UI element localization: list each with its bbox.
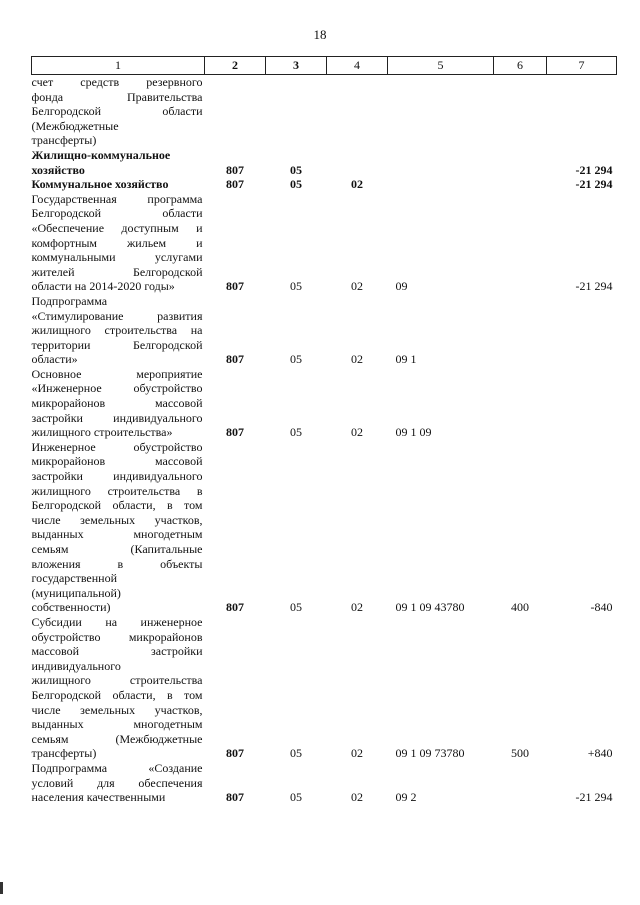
description-line: собственности) xyxy=(31,600,111,615)
col-6-type: 400 xyxy=(511,600,529,615)
row-description xyxy=(32,367,205,440)
col-3-section: 05 xyxy=(290,279,302,294)
col-5-target: 09 1 xyxy=(395,352,417,367)
col-7-amount xyxy=(547,294,617,367)
header-row xyxy=(32,57,617,75)
col-7-amount xyxy=(547,367,617,440)
row-description xyxy=(32,294,205,367)
col-3-section: 05 xyxy=(290,162,302,177)
description-line: выданных многодетным xyxy=(31,717,203,732)
description-line: хозяйство xyxy=(31,162,85,177)
description-line: Государственная программа xyxy=(31,191,203,206)
page-number: 18 xyxy=(313,27,327,42)
row-description xyxy=(32,148,205,177)
scan-edge-mark xyxy=(0,882,3,894)
description-line: населения качественными xyxy=(31,790,166,805)
description-line: фонда Правительства xyxy=(31,89,203,104)
description-line: коммунальными услугами xyxy=(31,250,203,265)
col-3-section: 05 xyxy=(290,177,302,192)
col-7-amount: -21 294 xyxy=(575,790,613,805)
budget-table xyxy=(31,56,617,805)
row-description xyxy=(32,192,205,294)
description-line: Белгородской области xyxy=(31,206,203,221)
description-line: «Обеспечение доступным и xyxy=(31,220,203,235)
col-6-type: 500 xyxy=(511,746,529,761)
description-line: микрорайонов массовой xyxy=(31,454,203,469)
row-description xyxy=(32,615,205,761)
col-5-target: 09 2 xyxy=(395,790,417,805)
table-row xyxy=(32,177,617,192)
table-row xyxy=(32,192,617,294)
row-description xyxy=(32,75,205,148)
description-line: вложения в объекты xyxy=(31,556,203,571)
col-2-code: 807 xyxy=(226,425,244,440)
description-line: микрорайонов массовой xyxy=(31,396,203,411)
col-4-subsection: 02 xyxy=(351,352,363,367)
description-line: Белгородской области xyxy=(31,104,203,119)
col-3-section: 05 xyxy=(290,790,302,805)
table-row xyxy=(32,294,617,367)
description-line: территории Белгородской xyxy=(31,337,203,352)
description-line: области на 2014-2020 годы» xyxy=(31,279,175,294)
header-col-3: 3 xyxy=(266,57,327,75)
description-line: области» xyxy=(31,352,78,367)
table-row xyxy=(32,615,617,761)
col-7-amount: -21 294 xyxy=(575,162,613,177)
col-6-type xyxy=(494,761,547,805)
description-line: семьям (Капитальные xyxy=(31,542,203,556)
col-5-target xyxy=(388,75,494,148)
col-6-type xyxy=(494,177,547,192)
description-line: «Инженерное обустройство xyxy=(31,381,203,396)
col-7-amount: -21 294 xyxy=(575,177,613,192)
table-row xyxy=(32,367,617,440)
table-row xyxy=(32,440,617,615)
description-line: индивидуального xyxy=(31,658,121,673)
col-2-code: 807 xyxy=(226,279,244,294)
col-2-code: 807 xyxy=(226,352,244,367)
description-line: (муниципальной) xyxy=(31,585,121,600)
description-line: жилищного строительства» xyxy=(31,425,173,440)
description-line: семьям (Межбюджетные xyxy=(31,731,203,746)
description-line: Подпрограмма «Создание xyxy=(31,760,203,775)
col-4-subsection: 02 xyxy=(351,600,363,615)
description-line: Жилищно-коммунальное xyxy=(31,147,171,162)
col-7-amount: -21 294 xyxy=(575,279,613,294)
description-line: счет средств резервного xyxy=(31,75,203,89)
budget-table-container xyxy=(31,56,616,805)
description-line: Белгородской области, в том xyxy=(31,687,203,702)
description-line: Инженерное обустройство xyxy=(31,439,203,454)
description-line: государственной xyxy=(31,571,118,586)
col-3-section: 05 xyxy=(290,600,302,615)
description-line: жителей Белгородской xyxy=(31,264,203,279)
description-line: числе земельных участков, xyxy=(31,702,203,717)
table-row xyxy=(32,761,617,805)
description-line: трансферты) xyxy=(31,133,97,148)
header-col-6: 6 xyxy=(494,57,547,75)
table-row xyxy=(32,75,617,148)
col-7-amount: +840 xyxy=(587,746,613,761)
description-line: комфортным жильем и xyxy=(31,235,203,250)
col-4-subsection: 02 xyxy=(351,279,363,294)
col-3-section: 05 xyxy=(290,746,302,761)
description-line: Коммунальное хозяйство xyxy=(31,177,169,192)
description-line: Белгородской области, в том xyxy=(31,498,203,513)
col-2-code xyxy=(205,75,266,148)
col-3-section: 05 xyxy=(290,425,302,440)
col-6-type xyxy=(494,75,547,148)
header-col-7: 7 xyxy=(547,57,617,75)
description-line: Основное мероприятие xyxy=(31,366,203,381)
description-line: обустройство микрорайонов xyxy=(31,629,203,644)
header-col-2: 2 xyxy=(205,57,266,75)
col-5-target: 09 xyxy=(395,279,408,294)
description-line: жилищного строительства xyxy=(31,673,203,688)
description-line: Субсидии на инженерное xyxy=(31,614,203,629)
description-line: застройки индивидуального xyxy=(31,410,203,425)
col-2-code: 807 xyxy=(226,177,244,192)
header-col-4: 4 xyxy=(327,57,388,75)
description-line: «Стимулирование развития xyxy=(31,308,203,323)
description-line: трансферты) xyxy=(31,746,97,761)
col-5-target: 09 1 09 43780 xyxy=(395,600,465,615)
description-line: Подпрограмма xyxy=(31,293,108,308)
col-2-code: 807 xyxy=(226,600,244,615)
row-description xyxy=(32,761,205,805)
col-2-code: 807 xyxy=(226,790,244,805)
col-5-target xyxy=(388,177,494,192)
col-2-code: 807 xyxy=(226,162,244,177)
table-body xyxy=(32,75,617,805)
col-5-target: 09 1 09 73780 xyxy=(395,746,465,761)
col-3-section xyxy=(266,75,327,148)
col-5-target: 09 1 09 xyxy=(395,425,432,440)
description-line: выданных многодетным xyxy=(31,527,203,542)
col-4-subsection xyxy=(327,75,388,148)
description-line: (Межбюджетные xyxy=(31,118,119,133)
col-6-type xyxy=(494,192,547,294)
description-line: условий для обеспечения xyxy=(31,775,203,790)
col-6-type xyxy=(494,367,547,440)
col-7-amount xyxy=(547,75,617,148)
col-4-subsection xyxy=(327,148,388,177)
col-4-subsection: 02 xyxy=(351,425,363,440)
col-2-code: 807 xyxy=(226,746,244,761)
row-description xyxy=(32,440,205,615)
description-line: числе земельных участков, xyxy=(31,512,203,527)
col-6-type xyxy=(494,294,547,367)
col-4-subsection: 02 xyxy=(351,746,363,761)
col-6-type xyxy=(494,148,547,177)
col-3-section: 05 xyxy=(290,352,302,367)
row-description xyxy=(32,177,205,192)
description-line: массовой застройки xyxy=(31,644,203,659)
description-line: застройки индивидуального xyxy=(31,469,203,484)
table-row xyxy=(32,148,617,177)
header-col-5: 5 xyxy=(388,57,494,75)
description-line: жилищного строительства на xyxy=(31,323,203,338)
description-line: жилищного строительства в xyxy=(31,483,203,498)
col-4-subsection: 02 xyxy=(351,790,363,805)
header-col-1: 1 xyxy=(32,57,205,75)
col-4-subsection: 02 xyxy=(351,177,363,192)
col-5-target xyxy=(388,148,494,177)
col-7-amount: -840 xyxy=(590,600,613,615)
